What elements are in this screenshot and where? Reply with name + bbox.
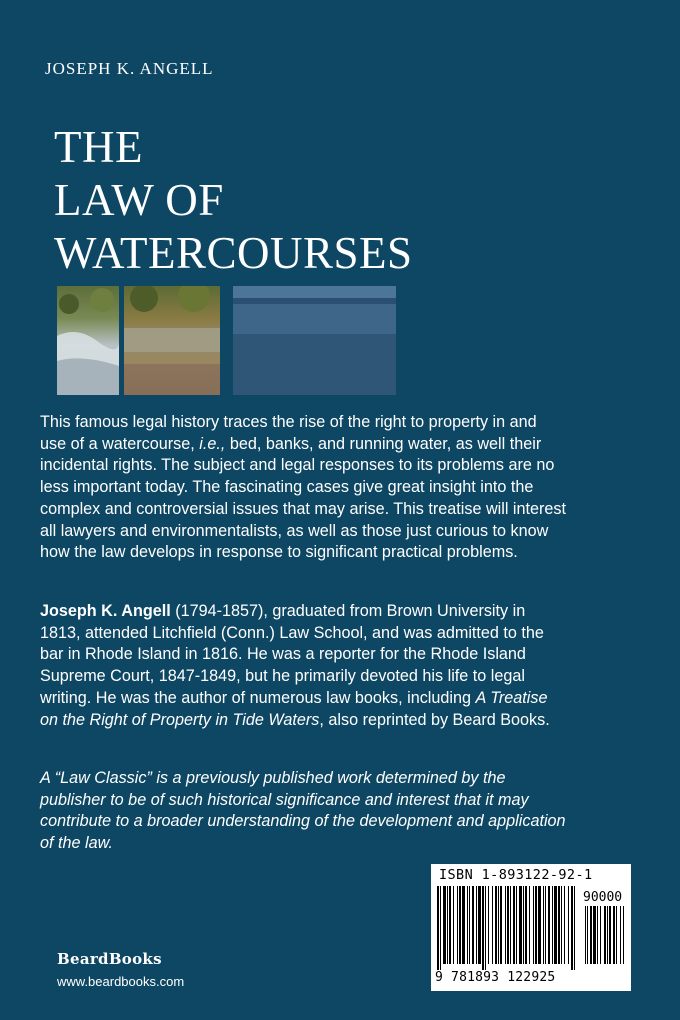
- description-line-1: This famous legal history traces the rise of the right to property in and: [40, 413, 537, 431]
- price-code: 90000: [583, 890, 623, 905]
- author-bio-line-5-italic: A Treatise: [475, 688, 548, 707]
- law-classic-line-1: A “Law Classic” is a previously published work determined by the: [40, 769, 506, 787]
- title-line-2: LAW OF: [54, 175, 224, 225]
- description-line-2b: bed, banks, and running water, as well their: [225, 434, 542, 453]
- description-line-2-italic: i.e.,: [199, 434, 226, 453]
- author-bio-line-5: writing. He was the author of numerous law books, including: [40, 688, 476, 707]
- publisher-logo: BeardBooks: [57, 950, 162, 968]
- riverbank-photo: [124, 286, 220, 395]
- isbn-label: ISBN 1-893122-92-1: [439, 867, 593, 883]
- description-line-6: all lawyers and environmentalists, as well as those just curious to know: [40, 521, 549, 540]
- author-name-header: JOSEPH K. ANGELL: [45, 59, 214, 78]
- isbn-number: 9 781893 122925: [435, 970, 556, 985]
- description-line-4: less important today. The fascinating cases give great insight into the: [40, 478, 534, 497]
- book-title: [54, 121, 413, 280]
- description-line-2a: use of a watercourse,: [40, 434, 200, 453]
- description-line-7: how the law develops in response to significant practical problems.: [40, 543, 518, 562]
- author-bio-line-1: (1794-1857), graduated from Brown University in: [170, 602, 526, 620]
- author-bio-paragraph: [40, 601, 656, 731]
- author-bio-name: Joseph K. Angell: [40, 602, 171, 620]
- description-line-5: complex and controversial issues that may arise. This treatise will interest: [40, 499, 567, 518]
- description-paragraph: [40, 412, 656, 564]
- author-bio-line-6: , also reprinted by Beard Books.: [319, 710, 550, 729]
- author-bio-line-2: 1813, attended Litchfield (Conn.) Law School, and was admitted to the: [40, 623, 544, 642]
- title-line-3: WATERCOURSES: [54, 228, 413, 278]
- title-line-1: THE: [54, 122, 143, 172]
- law-classic-paragraph: [40, 768, 656, 855]
- description-line-3: incidental rights. The subject and legal responses to its problems are no: [40, 456, 555, 475]
- author-bio-line-3: bar in Rhode Island in 1816. He was a reporter for the Rhode Island: [40, 645, 526, 664]
- publisher-url: www.beardbooks.com: [57, 974, 185, 989]
- law-classic-line-3: contribute to a broader understanding of the development and application: [40, 812, 566, 831]
- author-bio-line-6-italic: on the Right of Property in Tide Waters: [40, 710, 320, 729]
- waterfall-photo: [57, 286, 119, 395]
- law-classic-line-2: publisher to be of such historical significance and interest that it may: [40, 790, 529, 809]
- river-water-photo: [233, 286, 396, 395]
- barcode-block: [431, 864, 631, 991]
- author-bio-line-4: Supreme Court, 1847-1849, but he primarily devoted his life to legal: [40, 667, 526, 686]
- law-classic-line-4: of the law.: [40, 834, 113, 853]
